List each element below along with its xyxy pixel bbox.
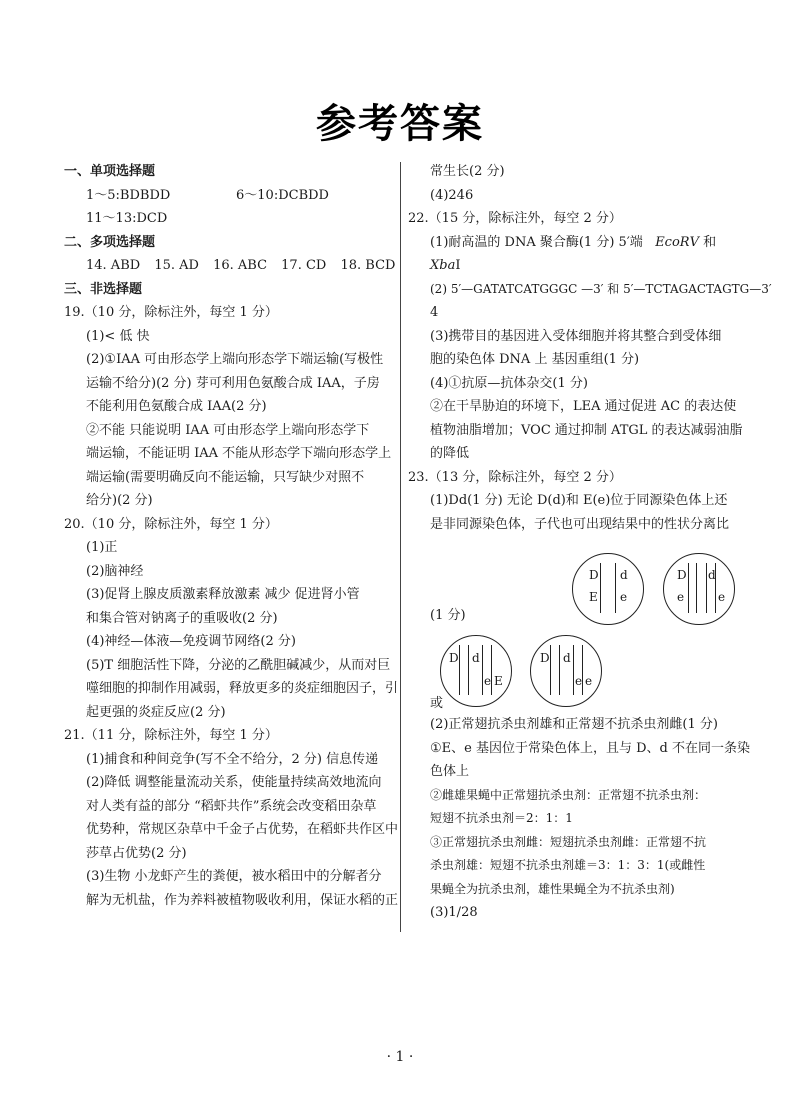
chromosome-line (482, 645, 483, 695)
allele-label: d (472, 651, 480, 665)
left-column (64, 160, 399, 912)
answer-item: 14. ABD (86, 258, 141, 273)
allele-label: e (585, 674, 593, 688)
answer-line: 噬细胞的抑制作用减弱，释放更多的炎症细胞因子，引 (86, 681, 399, 696)
answer-item: 18. BCD (340, 258, 396, 273)
answer-text: Ⅰ (455, 258, 461, 273)
answer-line: 色体上 (430, 764, 470, 779)
cell-circle (530, 635, 602, 707)
answer-line: (3)1/28 (430, 905, 478, 920)
answer-range: 6～10:DCBDD (236, 187, 329, 203)
page-number: · 1 · (386, 1049, 414, 1065)
answer-line: 端运输(需要明确反向不能运输，只写缺少对照不 (86, 469, 365, 485)
right-column (408, 160, 772, 536)
answer-line: 胞的染色体 DNA 上 基因重组(1 分) (430, 352, 640, 367)
enzyme-name: EcoRⅤ (655, 234, 699, 250)
answer-line: 优势种，常规区杂草中千金子占优势，在稻虾共作区中 (86, 822, 399, 837)
answer-line: (3)生物 小龙虾产生的粪便，被水稻田中的分解者分 (86, 869, 382, 884)
answer-line: 和集合管对钠离子的重吸收(2 分) (86, 610, 278, 626)
question-header: 23.（13 分，除标注外，每空 2 分） (408, 469, 622, 485)
score-note: (1 分) (430, 608, 466, 623)
answer-line: ②不能 只能说明 IAA 可由形态学上端向形态学下 (86, 422, 370, 438)
answer-line: 杀虫剂雄：短翅不抗杀虫剂雄＝3：1：3：1(或雌性 (430, 858, 706, 872)
question-header: 20.（10 分，除标注外，每空 1 分） (64, 516, 278, 532)
or-label: 或 (430, 696, 444, 711)
chromosome-line (600, 563, 601, 613)
allele-label: d (620, 568, 628, 582)
answer-line (64, 184, 388, 208)
answer-line: 莎草占优势(2 分) (86, 845, 187, 861)
chromosome-line (550, 645, 551, 695)
chromosome-line (573, 645, 574, 695)
section-title: 二、多项选择题 (64, 234, 156, 250)
answer-range: 1～5:BDBDD (86, 187, 171, 203)
allele-label: e (620, 590, 628, 604)
chromosome-line (491, 645, 492, 695)
answer-line: (3)促肾上腺皮质激素释放激素 减少 促进肾小管 (86, 587, 360, 602)
allele-label: D (589, 568, 599, 582)
answer-line: (3)携带目的基因进入受体细胞并将其整合到受体细 (430, 328, 722, 344)
answer-line: 端运输，不能证明 IAA 不能从形态学下端向形态学上 (86, 446, 392, 461)
chromosome-line (459, 645, 460, 695)
cell-circle (572, 553, 644, 625)
chromosome-line (559, 645, 560, 695)
section-title: 三、非选择题 (64, 281, 143, 297)
answer-line: 运输不给分)(2 分) 芽可利用色氨酸合成 IAA，子房 (86, 375, 380, 391)
column-divider (400, 162, 401, 932)
allele-label: D (449, 651, 459, 665)
answer-line: (1)捕食和种间竞争(写不全不给分，2 分) 信息传递 (86, 751, 379, 767)
question-header: 22.（15 分，除标注外，每空 2 分） (408, 211, 622, 226)
chromosome-line (468, 645, 469, 695)
allele-label: e (718, 590, 726, 604)
allele-label: d (708, 568, 716, 582)
chromosome-line (615, 563, 616, 613)
allele-label: D (677, 568, 687, 582)
allele-label: E (589, 590, 598, 604)
cell-circle (440, 635, 512, 707)
answer-line: ②雌雄果蝇中正常翅抗杀虫剂：正常翅不抗杀虫剂： (430, 787, 707, 802)
answer-line: 解为无机盐，作为养料被植物吸收利用，保证水稻的正 (86, 892, 399, 908)
answer-line: 对人类有益的部分 “稻虾共作”系统会改变稻田杂草 (86, 798, 377, 814)
answer-line: (2)降低 调整能量流动关系，使能量持续高效地流向 (86, 775, 382, 790)
answer-line: (4)神经—体液—免疫调节网络(2 分) (86, 634, 296, 649)
page-title: 参考答案 (316, 101, 484, 147)
question-header: 19.（10 分，除标注外，每空 1 分） (64, 305, 278, 320)
answer-line: (2) 5′—GATATCATGGGC —3′ 和 5′—TCTAGACTAGTG—3′ (430, 281, 772, 296)
answer-line: ①E、e 基因位于常染色体上，且与 D、d 不在同一条染 (430, 740, 750, 756)
answer-line: 11～13:DCD (86, 211, 168, 226)
allele-label: E (494, 674, 503, 688)
chromosome-line (688, 563, 689, 613)
chromosome-line (582, 645, 583, 695)
answer-line (408, 254, 744, 278)
section-title: 一、单项选择题 (64, 164, 156, 179)
answer-line: 4 (430, 305, 439, 320)
enzyme-name: Xba (430, 258, 456, 273)
answer-text: 和 (703, 234, 717, 250)
answer-item: 17. CD (281, 258, 327, 273)
cell-circle (663, 553, 735, 625)
answer-line (408, 231, 744, 255)
answer-line: 是非同源染色体，子代也可出现结果中的性状分离比 (430, 516, 730, 532)
answer-line: 常生长(2 分) (430, 164, 505, 179)
answer-line: (5)T 细胞活性下降，分泌的乙酰胆碱减少，从而对巨 (86, 657, 391, 673)
chromosome-line (706, 563, 707, 613)
answer-line: (2)脑神经 (86, 563, 144, 579)
allele-label: e (677, 590, 685, 604)
chromosome-line (696, 563, 697, 613)
answer-line: (1)Dd(1 分) 无论 D(d)和 E(e)位于同源染色体上还 (430, 493, 728, 508)
answer-line: 果蝇全为抗杀虫剂，雄性果蝇全为不抗杀虫剂) (430, 881, 675, 896)
answer-line: 起更强的炎症反应(2 分) (86, 704, 226, 720)
answer-line: (1)正 (86, 540, 118, 555)
answer-line (64, 254, 396, 278)
answer-line: (1)< 低 快 (86, 328, 150, 344)
answer-line: ③正常翅抗杀虫剂雌：短翅抗杀虫剂雌：正常翅不抗 (430, 834, 707, 849)
allele-label: D (540, 651, 550, 665)
right-column-continued (408, 713, 750, 925)
answer-item: 15. AD (154, 258, 199, 273)
allele-label: d (563, 651, 571, 665)
allele-label: e (575, 674, 583, 688)
allele-label: e (484, 674, 492, 688)
answer-line: 给分)(2 分) (86, 493, 153, 508)
answer-text: (1)耐高温的 DNA 聚合酶(1 分) 5′端 (430, 234, 643, 250)
answer-line: (2)正常翅抗杀虫剂雄和正常翅不抗杀虫剂雌(1 分) (430, 717, 718, 732)
answer-line: 短翅不抗杀虫剂＝2：1：1 (430, 811, 573, 825)
answer-line: (2)①IAA 可由形态学上端向形态学下端运输(写极性 (86, 352, 384, 367)
question-header: 21.（11 分，除标注外，每空 1 分） (64, 728, 278, 743)
answer-line: 的降低 (430, 446, 470, 461)
answer-line: (4)246 (430, 187, 474, 203)
answer-line: ②在干旱胁迫的环境下，LEA 通过促进 AC 的表达使 (430, 399, 737, 414)
answer-line: (4)①抗原—抗体杂交(1 分) (430, 375, 588, 391)
answer-line: 不能利用色氨酸合成 IAA(2 分) (86, 399, 267, 414)
answer-item: 16. ABC (213, 258, 268, 273)
answer-line: 植物油脂增加；VOC 通过抑制 ATGL 的表达减弱油脂 (430, 422, 743, 438)
